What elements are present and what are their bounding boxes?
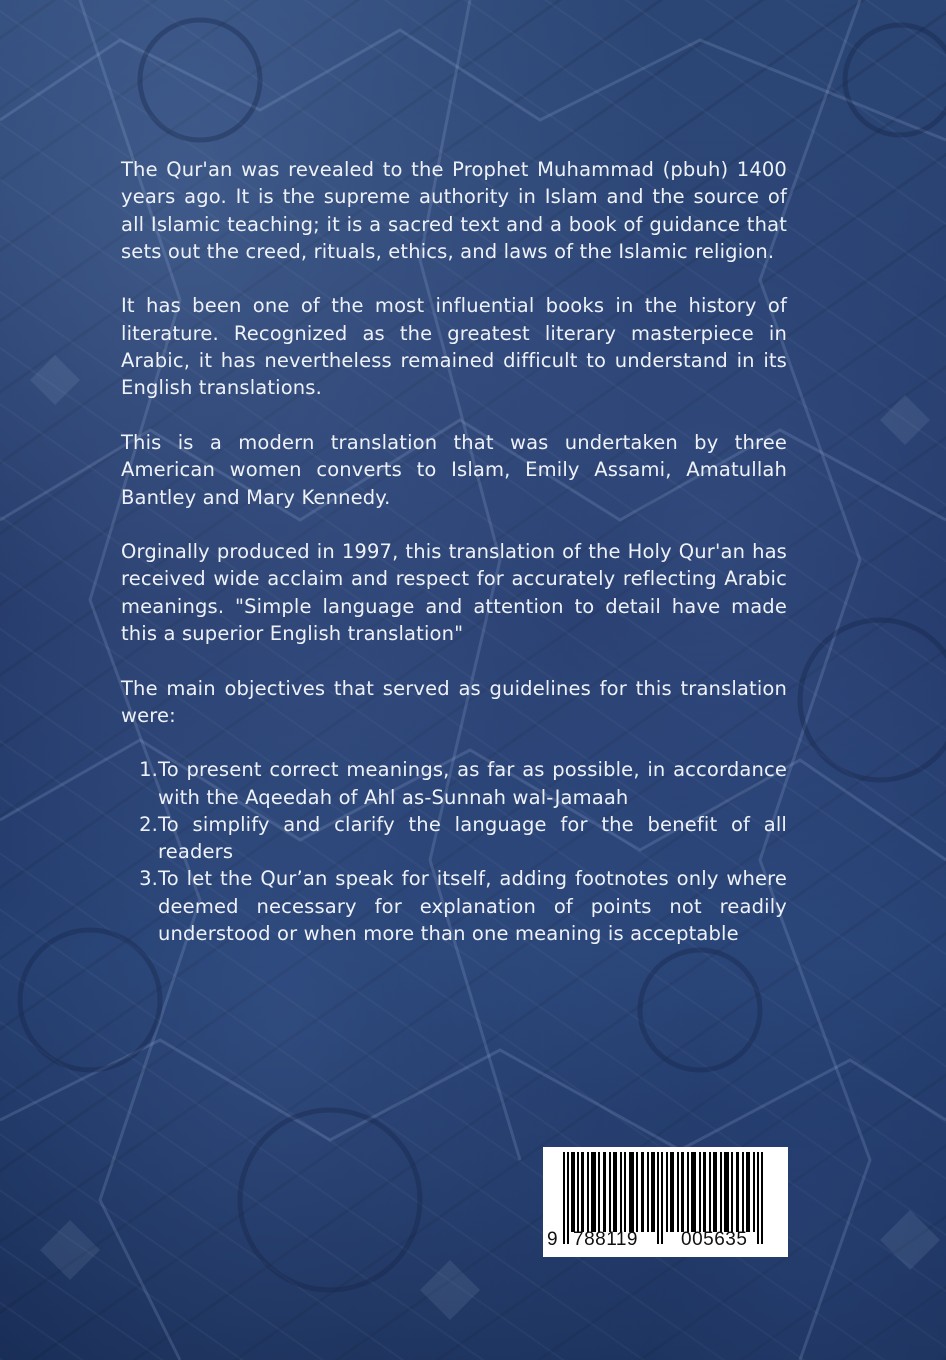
paragraph-intro: The Qur'an was revealed to the Prophet Muhammad (pbuh) 1400 years ago. It is the supreme authority in Islam and the source of all Islamic teaching; it is a sacred text and a book of guidance that sets out the creed, rituals, ethics, and laws of the Islamic religion. xyxy=(121,158,787,263)
list-item xyxy=(139,756,787,811)
paragraph-influence: It has been one of the most influential books in the history of literature. Recognized as the greatest literary masterpiece in Arabic, it has nevertheless remained difficult to understand in its English translations. xyxy=(121,294,787,400)
barcode-first-digit: 9 xyxy=(547,1229,559,1250)
barcode-left-group: 788119 xyxy=(573,1229,638,1250)
barcode-digits xyxy=(543,1229,788,1255)
list-item-number: 1. xyxy=(139,758,158,782)
list-item xyxy=(139,811,787,866)
list-item-text: To let the Qur’an speak for itself, adding footnotes only where deemed necessary for explanation of points not readily understood or when more than one meaning is acceptable xyxy=(158,867,787,946)
list-item-text: To simplify and clarify the language for the benefit of all readers xyxy=(158,812,787,864)
list-item-text: To present correct meanings, as far as possible, in accordance with the Aqeedah of Ahl as-Sunnah wal-Jamaah xyxy=(158,758,787,809)
list-item-number: 3. xyxy=(139,867,158,891)
paragraph-objectives-intro: The main objectives that served as guidelines for this translation were: xyxy=(121,676,787,727)
paragraph-acclaim: Orginally produced in 1997, this translation of the Holy Qur'an has received wide acclaim and respect for accurately reflecting Arabic meanings. "Simple language and attention to detail have made this a superior English translation" xyxy=(121,540,787,646)
isbn-barcode xyxy=(543,1147,788,1257)
list-item-number: 2. xyxy=(139,812,158,836)
back-cover-text xyxy=(121,156,787,947)
objectives-list xyxy=(121,756,787,947)
list-item xyxy=(139,865,787,947)
paragraph-translators: This is a modern translation that was undertaken by three American women converts to Islam, Emily Assami, Amatullah Bantley and Mary Kennedy. xyxy=(121,430,787,509)
barcode-right-group: 005635 xyxy=(681,1229,748,1250)
